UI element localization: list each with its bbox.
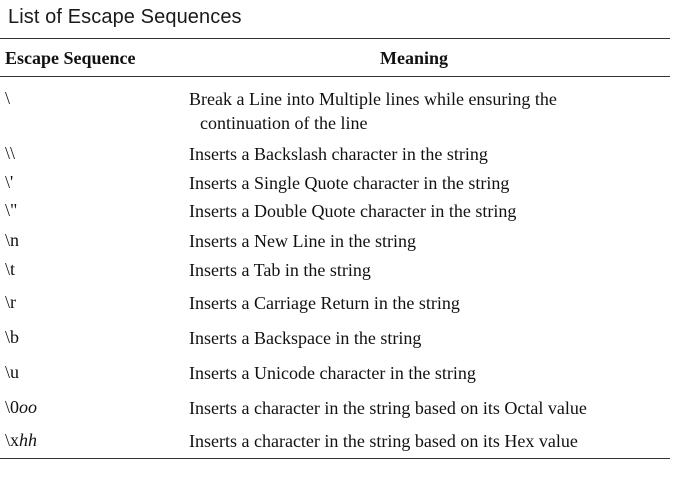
meaning-text: Inserts a Carriage Return in the string xyxy=(189,293,460,313)
meaning-cell xyxy=(189,258,665,282)
meaning-text: Inserts a Tab in the string xyxy=(189,260,371,280)
escape-sequence-cell xyxy=(5,258,15,280)
escape-sequence-cell xyxy=(5,171,13,193)
meaning-cell xyxy=(189,326,665,350)
meaning-text: Inserts a Double Quote character in the string xyxy=(189,201,517,221)
escape-sequence-cell xyxy=(5,361,19,383)
meaning-text: Inserts a Single Quote character in the string xyxy=(189,173,510,193)
meaning-cell xyxy=(189,142,665,166)
meaning-text: Inserts a Backslash character in the string xyxy=(189,144,488,164)
meaning-text: Inserts a character in the string based on its Octal value xyxy=(189,398,587,418)
header-escape-sequence: Escape Sequence xyxy=(5,48,136,68)
sequence-italic-text: oo xyxy=(19,397,38,417)
meaning-text: Inserts a character in the string based on its Hex value xyxy=(189,431,578,451)
header-meaning: Meaning xyxy=(380,48,449,68)
escape-sequence-cell xyxy=(5,229,19,251)
meaning-cell xyxy=(189,396,665,420)
meaning-text: Inserts a Unicode character in the string xyxy=(189,363,476,383)
table-bottom-rule xyxy=(0,458,670,459)
meaning-text: Inserts a New Line in the string xyxy=(189,231,416,251)
escape-sequence-cell xyxy=(5,326,19,348)
sequence-text: \t xyxy=(5,259,16,279)
sequence-text: \0 xyxy=(5,397,20,417)
meaning-cell xyxy=(189,229,665,253)
meaning-cell xyxy=(189,87,665,135)
meaning-continuation-text: continuation of the line xyxy=(200,113,368,133)
meaning-cell xyxy=(189,361,665,385)
escape-sequence-cell xyxy=(5,429,37,451)
sequence-text: \u xyxy=(5,362,20,382)
sequence-text: \' xyxy=(5,172,14,192)
escape-sequence-cell xyxy=(5,87,10,109)
meaning-cell xyxy=(189,199,665,223)
escape-sequence-cell xyxy=(5,199,17,221)
sequence-text: \\ xyxy=(5,143,16,163)
sequence-text: \ xyxy=(5,88,11,108)
escape-sequence-cell xyxy=(5,142,15,164)
sequence-text: \b xyxy=(5,327,20,347)
escape-sequence-cell xyxy=(5,396,37,418)
escape-sequence-cell xyxy=(5,291,16,313)
meaning-cell xyxy=(189,171,665,195)
sequence-text: \x xyxy=(5,430,20,450)
sequence-text: \n xyxy=(5,230,20,250)
sequence-italic-text: hh xyxy=(19,430,38,450)
meaning-cell xyxy=(189,429,665,453)
meaning-text: Inserts a Backspace in the string xyxy=(189,328,422,348)
meaning-cell xyxy=(189,291,665,315)
table-header-rule xyxy=(0,76,670,77)
table-header xyxy=(0,38,670,76)
page-title: List of Escape Sequences xyxy=(8,6,242,28)
meaning-text: Break a Line into Multiple lines while ensuring the xyxy=(189,89,557,109)
sequence-text: \" xyxy=(5,200,18,220)
sequence-text: \r xyxy=(5,292,16,312)
